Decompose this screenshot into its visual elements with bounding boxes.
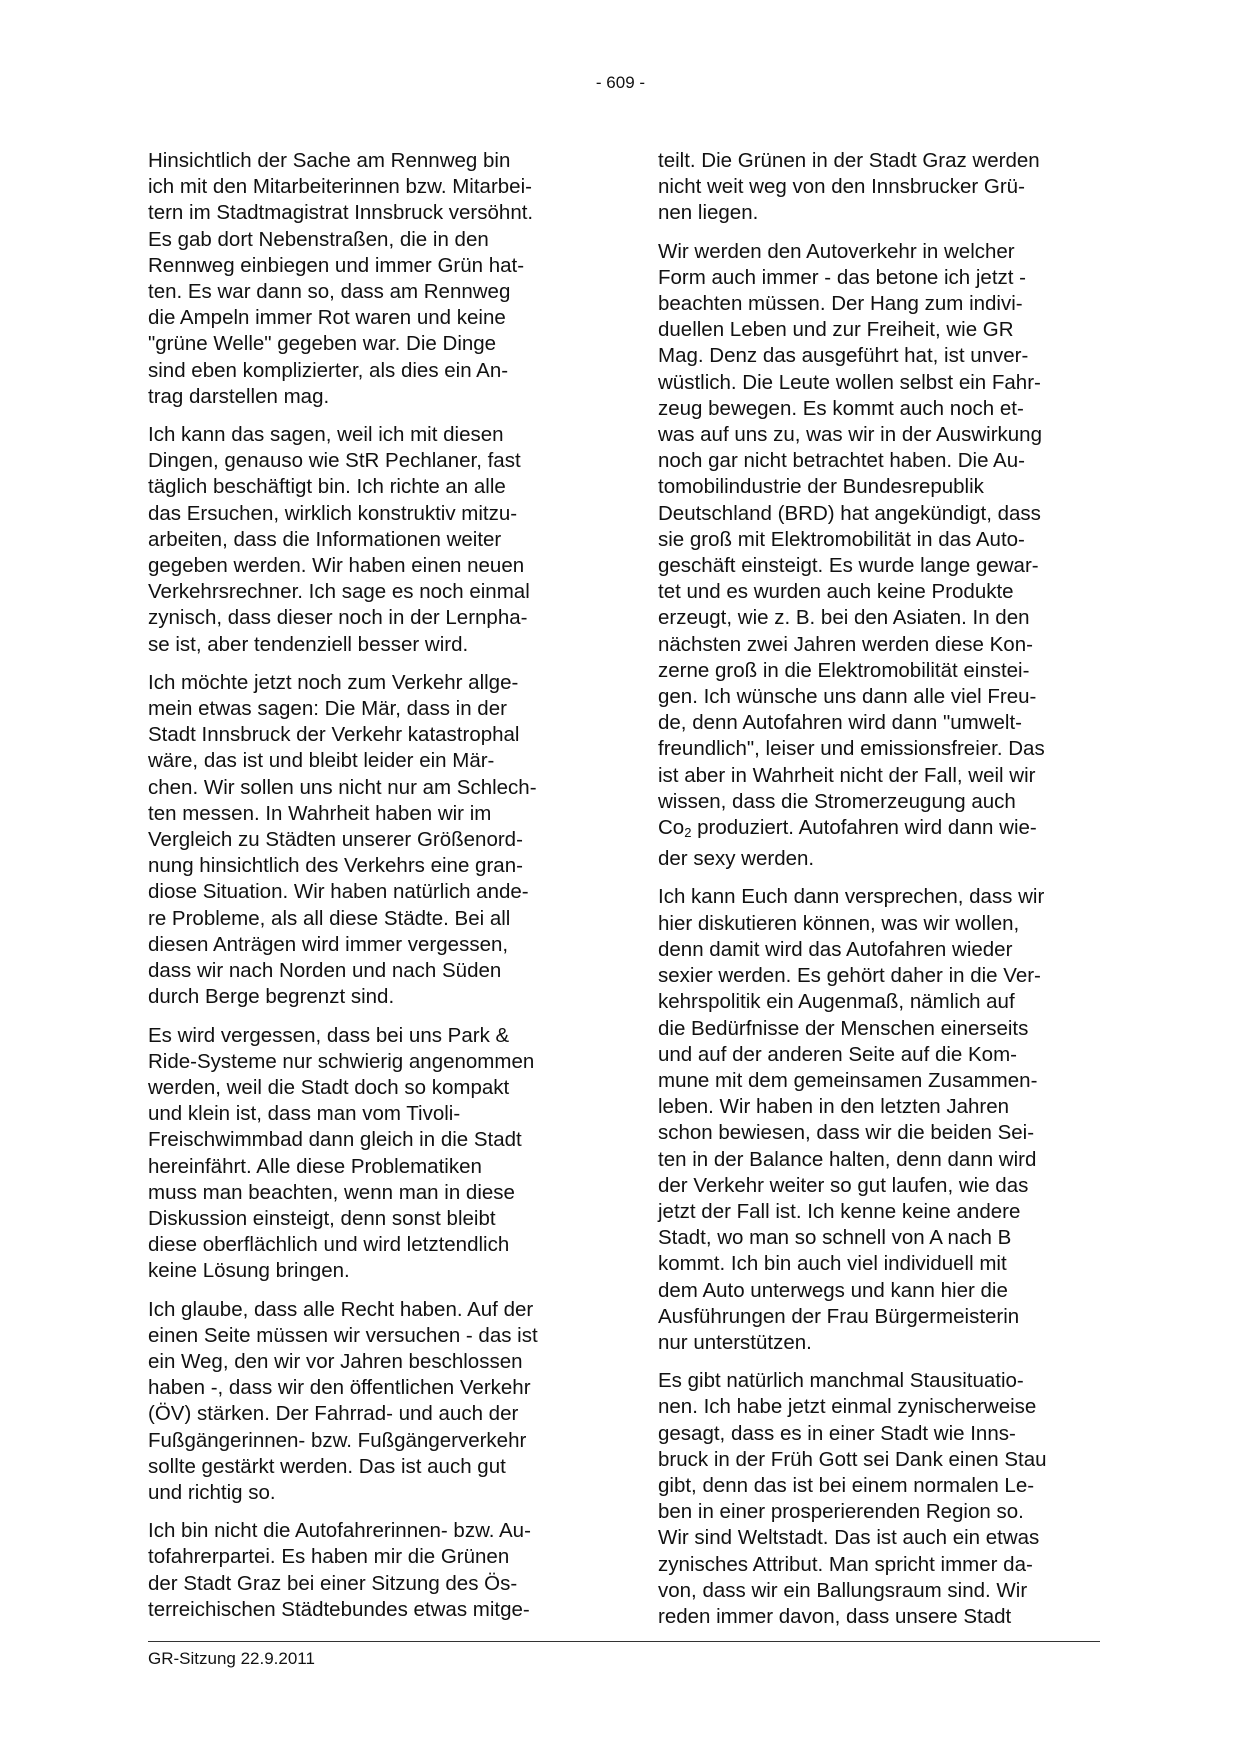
subscript-two: 2 — [684, 825, 692, 841]
paragraph: Ich kann das sagen, weil ich mit diesen Dingen, genauso wie StR Pechlaner, fast täglich beschäftigt bin. Ich richte an alle das Ersuchen, wirklich konstruktiv mitzu- arbeiten, dass die Informationen weiter gegeben werden. Wir haben einen neuen Verkehrsrechner. Ich sage es noch einmal zynisch, dass dieser noch in der Lernpha- se ist, aber tendenziell besser wird. — [148, 423, 530, 656]
footer-divider — [148, 1641, 1100, 1642]
paragraph: teilt. Die Grünen in der Stadt Graz werden nicht weit weg von den Innsbrucker Grü- nen liegen. — [658, 149, 1040, 225]
paragraph-text-before: Wir werden den Autoverkehr in welcher Form auch immer - das betone ich jetzt - beachten müssen. Der Hang zum indivi- duellen Leben und zur Freiheit, wie GR Mag. Denz das ausgeführt hat, ist unver- wüstlich. Die Leute wollen selbst ein Fahr- zeug bewegen. Es kommt auch noch et- was auf uns zu, was wir in der Auswirkung noch gar nicht betrachtet haben. Die Au- tomobilindustrie der Bundesrepublik Deutschland (BRD) hat angekündigt, dass sie groß mit Elektromobilität in das Auto- geschäft einsteigt. Es wurde lange gewar- tet und es wurden auch keine Produkte erzeugt, wie z. B. bei den Asiaten. In den nächsten zwei Jahren werden diese Kon- zerne groß in die Elektromobilität einstei- gen. Ich wünsche uns dann alle viel Freu- de, denn Autofahren wird dann "umwelt- freundlich", leiser und emissionsfreier. Das ist aber in Wahrheit nicht der Fall, weil wir wissen, dass die Stromerzeugung auch Co — [658, 239, 1045, 840]
paragraph: Es wird vergessen, dass bei uns Park & Ride-Systeme nur schwierig angenommen werden, weil die Stadt doch so kompakt und klein ist, dass man vom Tivoli- Freischwimmbad dann gleich in die Stadt hereinfährt. Alle diese Problematiken muss man beachten, wenn man in diese Diskussion einsteigt, denn sonst bleibt diese oberflächlich und wird letztendlich keine Lösung bringen. — [148, 1023, 535, 1283]
paragraph: Ich kann Euch dann versprechen, dass wir hier diskutieren können, was wir wollen, denn damit wird das Autofahren wieder sexier werden. Es gehört daher in die Ver- kehrspolitik ein Augenmaß, nämlich auf die Bedürfnisse der Menschen einerseits und auf der anderen Seite auf die Kom- mune mit dem gemeinsamen Zusammen- leben. Wir haben in den letzten Jahren schon bewiesen, dass wir die beiden Sei- ten in der Balance halten, denn dann wird der Verkehr weiter so gut laufen, wie das jetzt der Fall ist. Ich kenne keine andere Stadt, wo man so schnell von A nach B kommt. Ich bin auch viel individuell mit dem Auto unterwegs und kann hier die Ausführungen der Frau Bürgermeisterin nur unterstützen. — [658, 885, 1045, 1354]
paragraph-text-after: produziert. Autofahren wird dann wie- der sexy werden. — [658, 816, 1037, 871]
paragraph: Hinsichtlich der Sache am Rennweg bin ich mit den Mitarbeiterinnen bzw. Mitarbei- tern im Stadtmagistrat Innsbruck versöhnt. Es gab dort Nebenstraßen, die in den Rennweg einbiegen und immer Grün hat- ten. Es war dann so, dass am Rennweg die Ampeln immer Rot waren und keine "grüne Welle" gegeben war. Die Dinge sind eben komplizierter, als dies ein An- trag darstellen mag. — [148, 149, 534, 408]
footer-text: GR-Sitzung 22.9.2011 — [148, 1649, 315, 1668]
right-column — [658, 148, 1098, 1642]
paragraph: Ich glaube, dass alle Recht haben. Auf der einen Seite müssen wir versuchen - das ist ein Weg, den wir vor Jahren beschlossen haben -, dass wir den öffentlichen Verkehr (ÖV) stärken. Der Fahrrad- und auch der Fußgängerinnen- bzw. Fußgängerverkehr sollte gestärkt werden. Das ist auch gut und richtig so. — [148, 1297, 538, 1504]
paragraph: Es gibt natürlich manchmal Stausituatio- nen. Ich habe jetzt einmal zynischerweise gesagt, dass es in einer Stadt wie Inns- bruck in der Früh Gott sei Dank einen Stau gibt, denn das ist bei einem normalen Le- ben in einer prosperierenden Region so. Wir sind Weltstadt. Das ist auch ein etwas zynisches Attribut. Man spricht immer da- von, dass wir ein Ballungsraum sind. Wir reden immer davon, dass unsere Stadt — [658, 1369, 1047, 1628]
left-column — [148, 148, 588, 1635]
paragraph: Ich bin nicht die Autofahrerinnen- bzw. Au- tofahrerpartei. Es haben mir die Grünen der Stadt Graz bei einer Sitzung des Ös- terreichischen Städtebundes etwas mitge- — [148, 1519, 531, 1621]
page-number: - 609 - — [595, 73, 646, 92]
paragraph: Ich möchte jetzt noch zum Verkehr allge- mein etwas sagen: Die Mär, dass in der Stadt Innsbruck der Verkehr katastrophal wäre, das ist und bleibt leider ein Mär- chen. Wir sollen uns nicht nur am Schlech- ten messen. In Wahrheit haben wir im Vergleich zu Städten unserer Größenord- nung hinsichtlich des Verkehrs eine gran- diose Situation. Wir haben natürlich ande- re Probleme, als all diese Städte. Bei all diesen Anträgen wird immer vergessen, dass wir nach Norden und nach Süden durch Berge begrenzt sind. — [148, 670, 537, 1009]
paragraph-co2 — [658, 239, 1098, 873]
